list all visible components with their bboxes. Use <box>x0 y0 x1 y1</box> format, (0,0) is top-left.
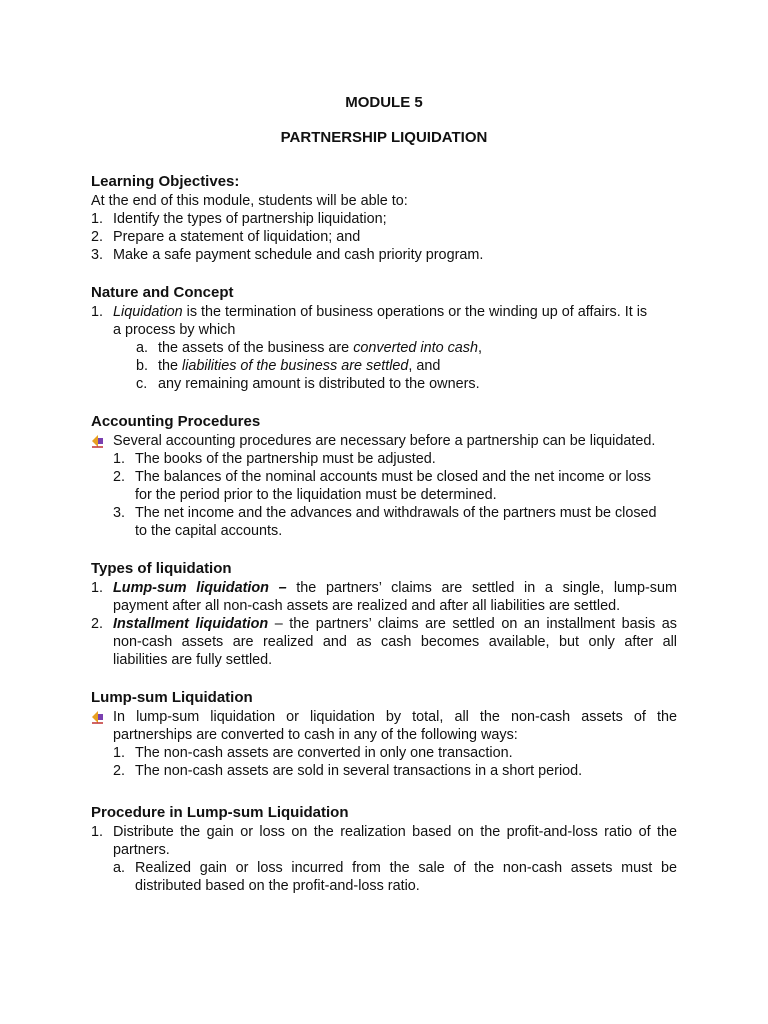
list-number: 2. <box>113 469 126 485</box>
type-continuation: liabilities are fully settled. <box>113 652 273 668</box>
list-number: 1. <box>91 580 104 596</box>
list-item: The balances of the nominal accounts must be closed and the net income or loss <box>135 469 651 485</box>
learning-objectives-heading: Learning Objectives: <box>91 173 240 190</box>
accounting-heading: Accounting Procedures <box>91 413 261 430</box>
sub-letter: c. <box>136 376 148 392</box>
sub-item <box>158 339 482 357</box>
lumpsum-heading: Lump-sum Liquidation <box>91 689 253 706</box>
learning-intro: At the end of this module, students will be able to: <box>91 193 408 209</box>
list-item: The books of the partnership must be adjusted. <box>135 451 436 467</box>
list-item: Prepare a statement of liquidation; and <box>113 229 361 245</box>
term-lumpsum: Lump-sum liquidation – <box>113 580 287 596</box>
type-item-lumpsum <box>113 579 677 597</box>
list-number: 1. <box>91 211 104 227</box>
type-text: – the partners’ claims are settled on an installment basis as <box>268 616 677 632</box>
sub-italic: converted into cash <box>353 340 478 356</box>
sub-text: , and <box>408 358 441 374</box>
list-number: 2. <box>113 763 126 779</box>
module-title: MODULE 5 <box>345 94 423 111</box>
list-item: Make a safe payment schedule and cash priority program. <box>113 247 484 263</box>
sub-text: the assets of the business are <box>158 340 354 356</box>
list-number: 3. <box>113 505 126 521</box>
sub-letter: a. <box>113 860 126 876</box>
nature-definition <box>113 303 647 321</box>
bullet-continuation: partnerships are converted to cash in any of the following ways: <box>113 727 518 743</box>
list-item: The non-cash assets are sold in several transactions in a short period. <box>135 763 583 779</box>
arrow-bullet-icon <box>90 434 104 448</box>
bullet-text: In lump-sum liquidation or liquidation by total, all the non-cash assets of the <box>113 709 677 725</box>
type-continuation: non-cash assets are realized and as cash becomes available, but only after all <box>113 634 677 650</box>
procedure-heading: Procedure in Lump-sum Liquidation <box>91 804 349 821</box>
sub-letter: b. <box>136 358 149 374</box>
procedure-sub-continuation: distributed based on the profit-and-loss ratio. <box>135 878 420 894</box>
sub-item: any remaining amount is distributed to the owners. <box>158 376 480 392</box>
procedure-continuation: partners. <box>113 842 170 858</box>
list-item: Identify the types of partnership liquidation; <box>113 211 387 227</box>
list-number: 2. <box>91 616 104 632</box>
definition-text: is the termination of business operations or the winding up of affairs. It is <box>182 304 648 320</box>
list-item: The non-cash assets are converted in only one transaction. <box>135 745 513 761</box>
type-item-installment <box>113 615 677 633</box>
sub-text: , <box>477 340 482 356</box>
list-number: 3. <box>91 247 104 263</box>
list-item: The net income and the advances and withdrawals of the partners must be closed <box>135 505 657 521</box>
type-continuation: payment after all non-cash assets are realized and after all liabilities are settled. <box>113 598 621 614</box>
sub-item <box>158 357 440 375</box>
term-liquidation: Liquidation <box>113 304 183 320</box>
document-title: PARTNERSHIP LIQUIDATION <box>280 129 488 146</box>
procedure-sub-text: Realized gain or loss incurred from the sale of the non-cash assets must be <box>135 860 677 876</box>
sub-text: the <box>158 358 183 374</box>
arrow-bullet-icon <box>90 710 104 724</box>
list-item-continuation: for the period prior to the liquidation must be determined. <box>135 487 497 503</box>
list-number: 1. <box>91 304 104 320</box>
types-heading: Types of liquidation <box>91 560 232 577</box>
procedure-text: Distribute the gain or loss on the realization based on the profit-and-loss ratio of the <box>113 824 677 840</box>
sub-letter: a. <box>136 340 149 356</box>
list-number: 1. <box>113 451 126 467</box>
list-number: 1. <box>113 745 126 761</box>
nature-heading: Nature and Concept <box>91 284 234 301</box>
bullet-text: Several accounting procedures are necessary before a partnership can be liquidated. <box>113 433 656 449</box>
sub-italic: liabilities of the business are settled <box>182 358 409 374</box>
nature-continuation: a process by which <box>113 322 236 338</box>
list-item-continuation: to the capital accounts. <box>135 523 283 539</box>
list-number: 1. <box>91 824 104 840</box>
type-text: the partners’ claims are settled in a single, lump-sum <box>286 580 677 596</box>
list-number: 2. <box>91 229 104 245</box>
term-installment: Installment liquidation <box>113 616 269 632</box>
